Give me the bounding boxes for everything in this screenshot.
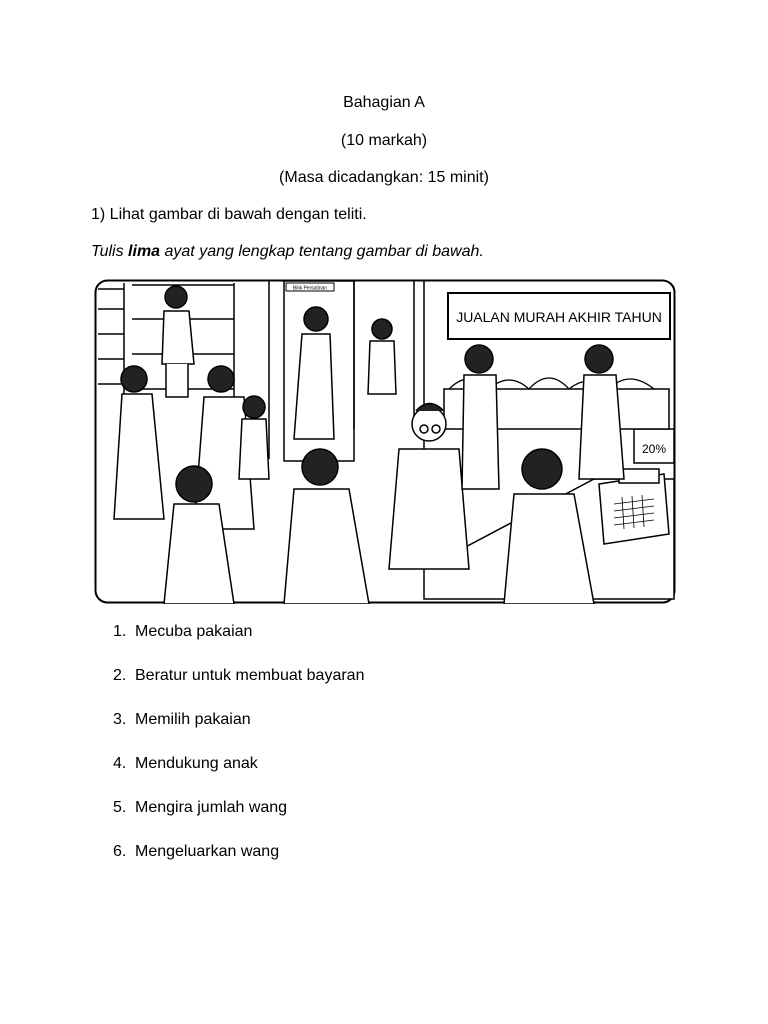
list-item-text: Memilih pakaian (135, 711, 251, 728)
list-item (113, 842, 364, 886)
instruction-write-prefix: Tulis (91, 243, 129, 260)
marks-label: (10 markah) (340, 132, 428, 149)
list-item-number: 2. (113, 667, 127, 684)
instruction-write-suffix: ayat yang lengkap tentang gambar di bawah. (160, 243, 484, 260)
answer-list (113, 622, 364, 886)
list-item (113, 710, 364, 754)
list-item-number: 6. (113, 843, 127, 860)
list-item-number: 1. (113, 623, 127, 640)
list-item-number: 5. (113, 799, 127, 816)
list-item (113, 622, 364, 666)
list-item (113, 798, 364, 842)
list-item-text: Mendukung anak (135, 755, 258, 772)
list-item-number: 4. (113, 755, 127, 772)
list-item-text: Mengeluarkan wang (135, 843, 280, 860)
list-item (113, 666, 364, 710)
list-item (113, 754, 364, 798)
list-item-number: 3. (113, 711, 127, 728)
sale-sign-text: JUALAN MURAH AKHIR TAHUN (456, 309, 662, 325)
boy-in-doorway (368, 319, 396, 394)
discount-text: 20% (641, 442, 667, 456)
instruction-write (91, 243, 484, 261)
list-item-text: Beratur untuk membuat bayaran (135, 667, 365, 684)
suggested-time: (Masa dicadangkan: 15 minit) (279, 169, 489, 186)
list-item-text: Mecuba pakaian (135, 623, 253, 640)
instruction-look: 1) Lihat gambar di bawah dengan teliti. (91, 206, 367, 223)
fitting-room-sign: Bilik Persalinan (292, 285, 328, 292)
section-title: Bahagian A (343, 94, 425, 111)
instruction-write-bold: lima (128, 243, 161, 260)
list-item-text: Mengira jumlah wang (135, 799, 288, 816)
shop-sale-illustration (94, 279, 676, 604)
